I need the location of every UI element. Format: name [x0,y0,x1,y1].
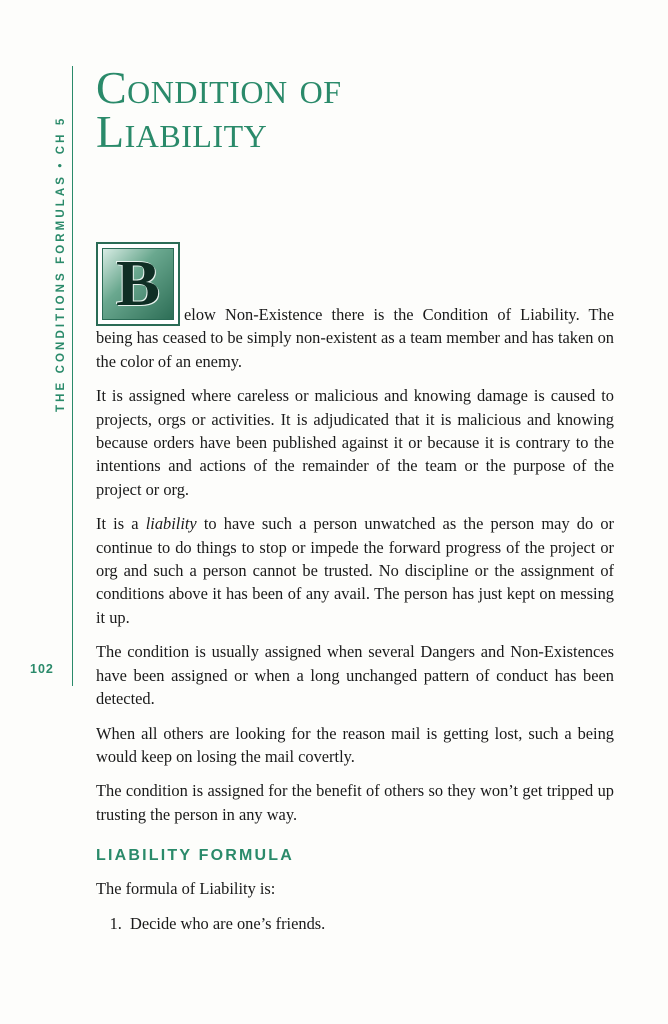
chapter-title-line-1: Condition of [96,62,342,113]
paragraph-1-text: elow Non-Existence there is the Condition of Liability. The being has ceased to be simply non-existent as a team member and has taken on the color of an enemy. [96,305,614,371]
liability-emphasis: liability [145,514,197,534]
formula-steps [96,912,614,935]
formula-intro: The formula of Liability is: [96,878,276,898]
paragraph-4: The condition is usually assigned when several Dangers and Non-Existences have been assigned or when a long unchanged pattern of conduct has been detected. [96,642,614,709]
margin-rule [72,66,73,686]
drop-cap-ornament [96,242,180,326]
chapter-title [96,62,616,157]
drop-cap-letter: B [115,247,161,320]
running-head: THE CONDITIONS FORMULAS • CH 5 [55,115,67,412]
paragraph-2: It is assigned where careless or malicious and knowing damage is caused to projects, orgs or activities. It is adjudicated that it is malicious and knowing because orders have been published against it or because it is contrary to the intentions and actions of the remainder of the team or the purpose of the project or org. [96,386,614,499]
formula-step: 1. Decide who are one’s friends. [126,912,614,935]
drop-cap-illustration [102,248,174,320]
chapter-title-line-2: Liability [96,106,268,157]
formula-heading: LIABILITY FORMULA [96,847,294,865]
body-text [96,242,614,935]
page-number: 102 [30,662,54,676]
paragraph-3-lead: It is a [96,514,146,534]
paragraph-6: The condition is assigned for the benefit of others so they won’t get tripped up trusting the person in any way. [96,781,614,824]
paragraph-3 [96,512,614,629]
paragraph-3-rest: to have such a person unwatched as the person may do or continue to do things to stop or impede the forward progress of the project or org and such a person cannot be trusted. No discipline or the assignment of conditions above it has been of any avail. The person has just kept on messing it up. [96,514,615,627]
paragraph-1 [96,242,614,373]
paragraph-5: When all others are looking for the reason mail is getting lost, such a being would keep on losing the mail covertly. [96,723,614,766]
